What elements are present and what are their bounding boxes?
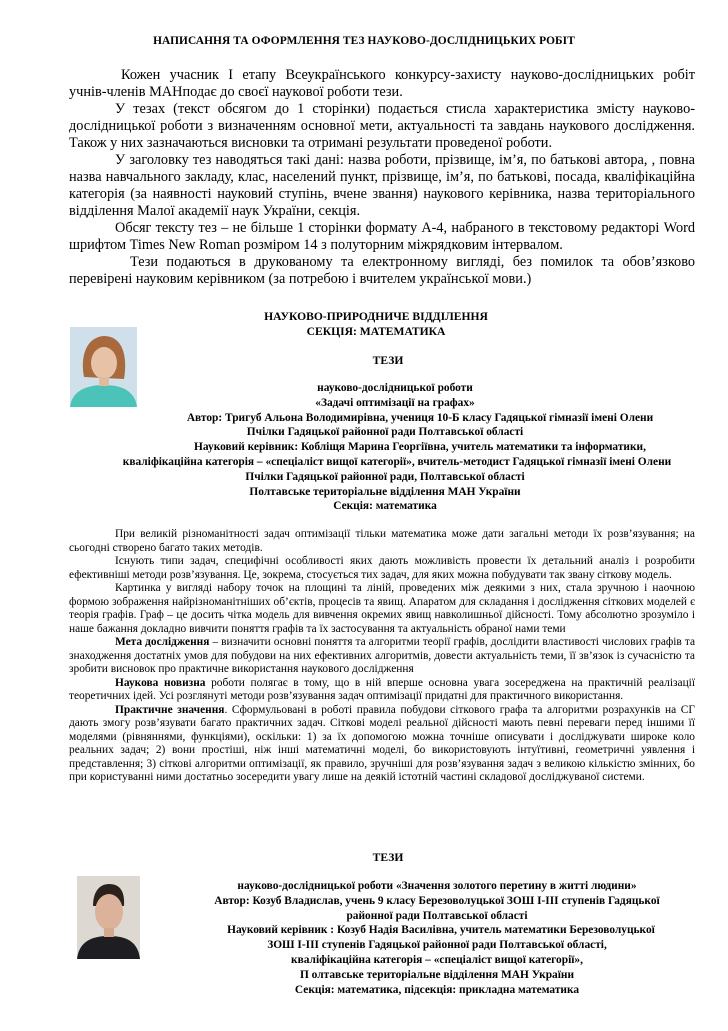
thesis1-header-line: Пчілки Гадяцької районної ради Полтавської області <box>246 426 524 439</box>
paragraph-text: . Сформульовані в роботі правила побудови сіткового графа та алгоритми розрахунків на СГ дають змогу розв’язувати багато практичних задач. Сіткові моделі реальної дійсності мають певні переваги перед іншими її моделями (рівняннями, функціями), оскільки: 1) за їх допомогою можна точніше описувати і досліджувати широке коло реальних задач; 2) вони простіші, ніж інші математичні моделі, бо використовують інтуїтивні, геометричні уявлення і представлення; 3) сіткові алгоритми оптимізації, як правило, зручніші для розв’язування задач з великою кількістю змінних, бо при користуванні ними достатньо зосередити увагу лише на деякій істотній частині складової досліджуваної системи. <box>69 703 695 783</box>
thesis2-header-line: кваліфікаційна категорія – «спеціаліст вищої категорії», <box>291 953 583 966</box>
rules-paragraph: Кожен учасник І етапу Всеукраїнського конкурсу-захисту науково-дослідницьких робіт учнів-членів МАНподає до своєї наукової роботи тези. <box>69 67 695 100</box>
department-heading: НАУКОВО-ПРИРОДНИЧЕ ВІДДІЛЕННЯ <box>264 310 488 323</box>
paragraph-lead: Мета дослідження <box>115 636 210 648</box>
paragraph-lead: Наукова новизна <box>115 676 206 689</box>
thesis1-paragraph <box>69 528 695 555</box>
thesis1-paragraph <box>69 582 695 636</box>
portrait-image <box>77 876 140 959</box>
thesis1-heading: ТЕЗИ <box>372 354 404 367</box>
paragraph-text: Існують типи задач, специфічні особливості яких дають можливість провести їх детальний аналіз і розробити ефективніші методи розв’язування. Це, зокрема, стосується тих задач, для яких можна побудувати так звану сіткову модель. <box>69 555 695 581</box>
rules-paragraph: Обсяг тексту тез – не більше 1 сторінки формату А-4, набраного в текстовому редакторі Word шрифтом Times New Roman розміром 14 з полуторним міжрядковим інтервалом. <box>69 220 695 253</box>
rules-paragraph: У тезах (текст обсягом до 1 сторінки) подається стисла характеристика змісту науково-дослідницької роботи з визначенням основної мети, актуальності та завдань наукового дослідження. Також у них зазначаються висновки та отримані результати проведеної роботи. <box>69 101 695 151</box>
paragraph-text: При великій різноманітності задач оптимізації тільки математика може дати загальні методи їх розв’язування; на сьогодні створено багато таких методів. <box>69 528 695 554</box>
thesis1-paragraph <box>69 555 695 582</box>
thesis1-section: Секція: математика <box>333 500 437 513</box>
section-heading: СЕКЦІЯ: МАТЕМАТИКА <box>306 325 446 338</box>
author-photo <box>77 876 140 959</box>
paragraph-text: – визначити основні поняття та алгоритми теорії графів, дослідити властивості числових графів та знаходження достатніх умов для побудови на них ефективних алгоритмів, довести актуальність теми, її зв’язок із сучасністю та зробити висновок про практичне використання наукового дослідження <box>69 636 696 675</box>
thesis2-branch: П олтавське територіальне відділення МАН України <box>299 968 575 981</box>
thesis1-paragraph <box>69 677 695 704</box>
page-title: НАПИСАННЯ ТА ОФОРМЛЕННЯ ТЕЗ НАУКОВО-ДОСЛІДНИЦЬКИХ РОБІТ <box>153 35 575 47</box>
thesis1-body <box>69 528 695 785</box>
paragraph-lead: Практичне значення <box>115 703 225 716</box>
thesis1-header-line: науково-дослідницької роботи <box>317 382 473 394</box>
thesis1-header <box>70 381 700 514</box>
thesis1-header-line: кваліфікаційна категорія – «спеціаліст вищої категорії», вчитель-методист Гадяцької гімназії імені Олени <box>122 455 672 468</box>
thesis1-author: Автор: Тригуб Альона Володимирівна, учениця 10-Б класу Гадяцької гімназії імені Олени <box>186 411 654 424</box>
thesis2-header <box>150 879 720 997</box>
thesis2-author: Автор: Козуб Владислав, учень 9 класу Березоволуцької ЗОШ І-ІІІ ступенів Гадяцької <box>214 894 660 907</box>
thesis1-header-line: Пчілки Гадяцької районної ради, Полтавської області <box>245 470 525 483</box>
thesis1-work-title: «Задачі оптимізації на графах» <box>315 396 475 409</box>
thesis2-heading: ТЕЗИ <box>372 851 404 864</box>
thesis1-paragraph <box>69 704 695 785</box>
rules-paragraph: У заголовку тез наводяться такі дані: назва роботи, прізвище, ім’я, по батькові автора, , повна назва навчального закладу, клас, населений пункт, прізвище, ім’я, по батькові, посада, кваліфікаційна категорія (за наявності науковий ступінь, вчене звання) наукового керівника, назва територіального відділення Малої академії наук України, секція. <box>69 152 695 219</box>
thesis2-header-line: районної ради Полтавської області <box>346 909 528 922</box>
rules-paragraph: Тези подаються в друкованому та електронному вигляді, без помилок та обов’язково перевірені науковим керівником (за потребою і вчителем української мови.) <box>69 254 695 287</box>
paragraph-text: Картинка у вигляді набору точок на площині та ліній, проведених між деякими з них, стала зручною і наочною формою зображення найрізноманітніших об’єктів, процесів та явищ. Апаратом для складання і дослідження сіткових моделей є теорія графів. Граф – це досить чітка модель для вивчення окремих явищ навколишньої дійсності. Тому абсолютно зрозуміло і наше бажання докладно вивчити поняття графів та їх застосування та актуальність обраної нами теми <box>69 582 695 635</box>
thesis2-work-title: науково-дослідницької роботи «Значення золотого перетину в житті людини» <box>237 880 637 892</box>
thesis2-header-line: ЗОШ І-ІІІ ступенів Гадяцької районної ради Полтавської області, <box>267 939 607 952</box>
paragraph-text: роботи полягає в тому, що в ній вперше основна увага зосереджена на практичній реалізації теоретичних ідей. Усі розглянуті методи розв’язування задач оптимізації придатні для практичного використання. <box>69 676 695 702</box>
thesis1-branch: Полтавське територіальне відділення МАН України <box>249 485 521 498</box>
thesis1-supervisor: Науковий керівник: Кобліщя Марина Георгіївна, учитель математики та інформатики, <box>194 441 646 454</box>
thesis2-supervisor: Науковий керівник : Козуб Надія Василівна, учитель математики Березоволуцької <box>227 924 655 937</box>
thesis2-section: Секція: математика, підсекція: прикладна математика <box>294 983 580 996</box>
rules-text <box>69 67 695 288</box>
thesis1-paragraph <box>69 636 695 677</box>
